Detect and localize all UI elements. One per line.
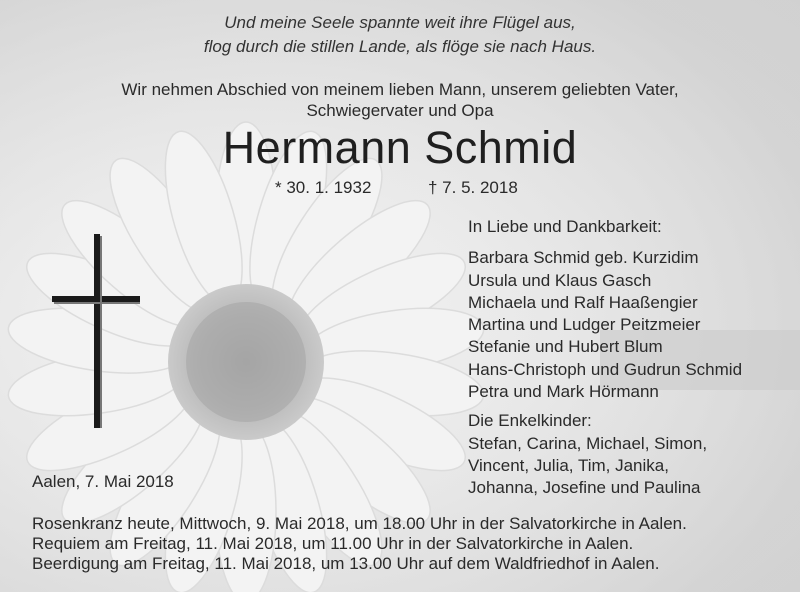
intro-line-2: Schwiegervater und Opa (306, 101, 494, 120)
deceased-name: Hermann Schmid (222, 122, 578, 173)
death-date: † 7. 5. 2018 (428, 178, 518, 197)
family-member: Ursula und Klaus Gasch (468, 270, 652, 290)
family-heading: In Liebe und Dankbarkeit: (468, 217, 662, 236)
grandchildren-line: Vincent, Julia, Tim, Janika, (468, 455, 669, 475)
family-member: Petra und Mark Hörmann (468, 382, 659, 402)
family-member: Hans-Christoph und Gudrun Schmid (468, 359, 743, 379)
cross-icon (50, 232, 142, 430)
family-block (468, 216, 742, 500)
family-member: Stefanie und Hubert Blum (468, 337, 663, 357)
place-date: Aalen, 7. Mai 2018 (32, 472, 174, 491)
service-line-burial: Beerdigung am Freitag, 11. Mai 2018, um 13.00 Uhr auf dem Waldfriedhof in Aalen. (32, 554, 660, 573)
verse-line-1: Und meine Seele spannte weit ihre Flügel aus, (224, 13, 576, 32)
service-line-requiem: Requiem am Freitag, 11. Mai 2018, um 11.00 Uhr in der Salvatorkirche in Aalen. (32, 534, 634, 553)
grandchildren-heading: Die Enkelkinder: (468, 411, 592, 431)
family-member: Michaela und Ralf Haaßengier (468, 292, 698, 312)
verse-line-2: flog durch die stillen Lande, als flöge sie nach Haus. (203, 37, 597, 56)
family-member: Martina und Ludger Peitzmeier (468, 315, 701, 335)
grandchildren-line: Johanna, Josefine und Paulina (468, 478, 701, 498)
intro-line-1: Wir nehmen Abschied von meinem lieben Mann, unserem geliebten Vater, (121, 80, 679, 99)
service-line-rosary: Rosenkranz heute, Mittwoch, 9. Mai 2018, um 18.00 Uhr in der Salvatorkirche in Aalen. (32, 514, 687, 533)
birth-date: * 30. 1. 1932 (275, 178, 372, 197)
family-member: Barbara Schmid geb. Kurzidim (468, 248, 699, 268)
services-block (32, 514, 687, 574)
grandchildren-line: Stefan, Carina, Michael, Simon, (468, 433, 708, 453)
